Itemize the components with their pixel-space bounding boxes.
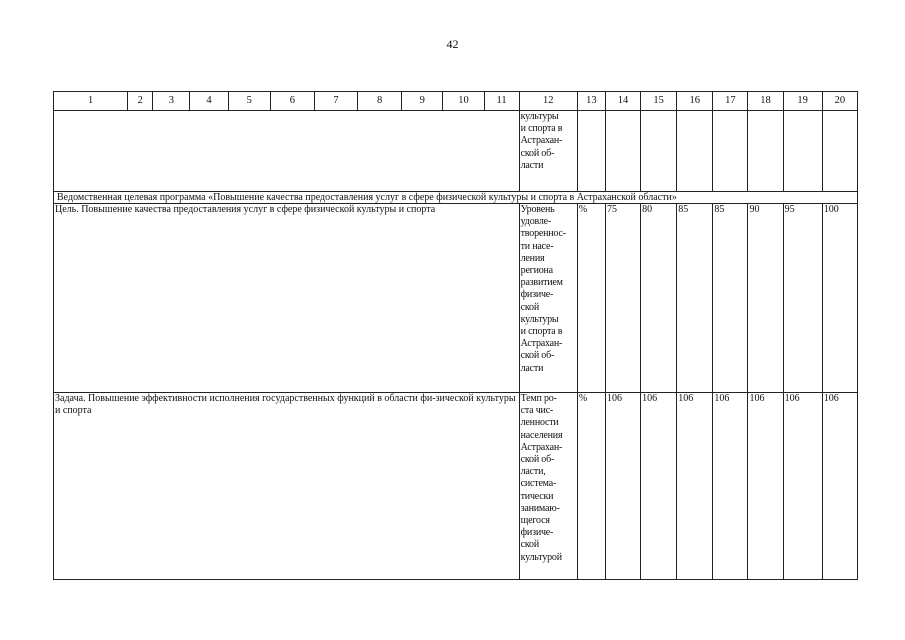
header-row bbox=[54, 92, 858, 111]
indicators-table bbox=[53, 91, 858, 580]
empty-cell bbox=[713, 111, 748, 192]
empty-cell bbox=[677, 111, 713, 192]
value-cell: 75 bbox=[605, 204, 640, 393]
value-cell: 106 bbox=[748, 393, 783, 580]
column-header: 18 bbox=[748, 92, 783, 111]
empty-cell bbox=[605, 111, 640, 192]
column-header: 20 bbox=[822, 92, 857, 111]
value-cell: 106 bbox=[713, 393, 748, 580]
value-cell: 106 bbox=[641, 393, 677, 580]
page-number: 42 bbox=[446, 37, 459, 51]
column-header: 1 bbox=[54, 92, 128, 111]
value-cell: 100 bbox=[822, 204, 857, 393]
goal-row bbox=[54, 204, 858, 393]
column-header: 8 bbox=[358, 92, 402, 111]
value-cell: 106 bbox=[605, 393, 640, 580]
program-title: Ведомственная целевая программа «Повышение качества предоставления услуг в сфере физической культуры и спорта в Астраханской области» bbox=[54, 192, 858, 204]
continuation-row bbox=[54, 111, 858, 192]
goal-text: Цель. Повышение качества предоставления услуг в сфере физической культуры и спорта bbox=[54, 204, 520, 393]
column-header: 6 bbox=[270, 92, 314, 111]
column-header: 9 bbox=[402, 92, 443, 111]
value-cell: 90 bbox=[748, 204, 783, 393]
column-header: 7 bbox=[314, 92, 357, 111]
column-header: 3 bbox=[153, 92, 190, 111]
column-header: 16 bbox=[677, 92, 713, 111]
unit-cell: % bbox=[577, 204, 605, 393]
empty-cell bbox=[577, 111, 605, 192]
value-cell: 85 bbox=[713, 204, 748, 393]
column-header: 4 bbox=[190, 92, 228, 111]
task-row bbox=[54, 393, 858, 580]
column-header: 11 bbox=[484, 92, 519, 111]
indicator-cell: Уровень удовле- твореннос- ти насе- ления региона развитием физиче- ской культуры и спорта в Астрахан- ской об- ласти bbox=[519, 204, 577, 393]
column-header: 12 bbox=[519, 92, 577, 111]
value-cell: 106 bbox=[783, 393, 822, 580]
column-header: 14 bbox=[605, 92, 640, 111]
column-header: 17 bbox=[713, 92, 748, 111]
empty-cell bbox=[822, 111, 857, 192]
empty-cell bbox=[641, 111, 677, 192]
program-row bbox=[54, 192, 858, 204]
empty-cell bbox=[783, 111, 822, 192]
value-cell: 80 bbox=[641, 204, 677, 393]
value-cell: 85 bbox=[677, 204, 713, 393]
unit-cell: % bbox=[577, 393, 605, 580]
empty-cell bbox=[54, 111, 520, 192]
task-text: Задача. Повышение эффективности исполнения государственных функций в области фи-зической культуры и спорта bbox=[54, 393, 520, 580]
value-cell: 106 bbox=[822, 393, 857, 580]
column-header: 10 bbox=[443, 92, 484, 111]
column-header: 13 bbox=[577, 92, 605, 111]
empty-cell bbox=[748, 111, 783, 192]
column-header: 5 bbox=[228, 92, 270, 111]
indicator-cell: Темп ро- ста чис- ленности населения Астрахан- ской об- ласти, система- тически занимаю- щегося физиче- ской культурой bbox=[519, 393, 577, 580]
indicator-cell: культуры и спорта в Астрахан- ской об- ласти bbox=[519, 111, 577, 192]
value-cell: 95 bbox=[783, 204, 822, 393]
value-cell: 106 bbox=[677, 393, 713, 580]
column-header: 15 bbox=[641, 92, 677, 111]
column-header: 19 bbox=[783, 92, 822, 111]
column-header: 2 bbox=[128, 92, 153, 111]
